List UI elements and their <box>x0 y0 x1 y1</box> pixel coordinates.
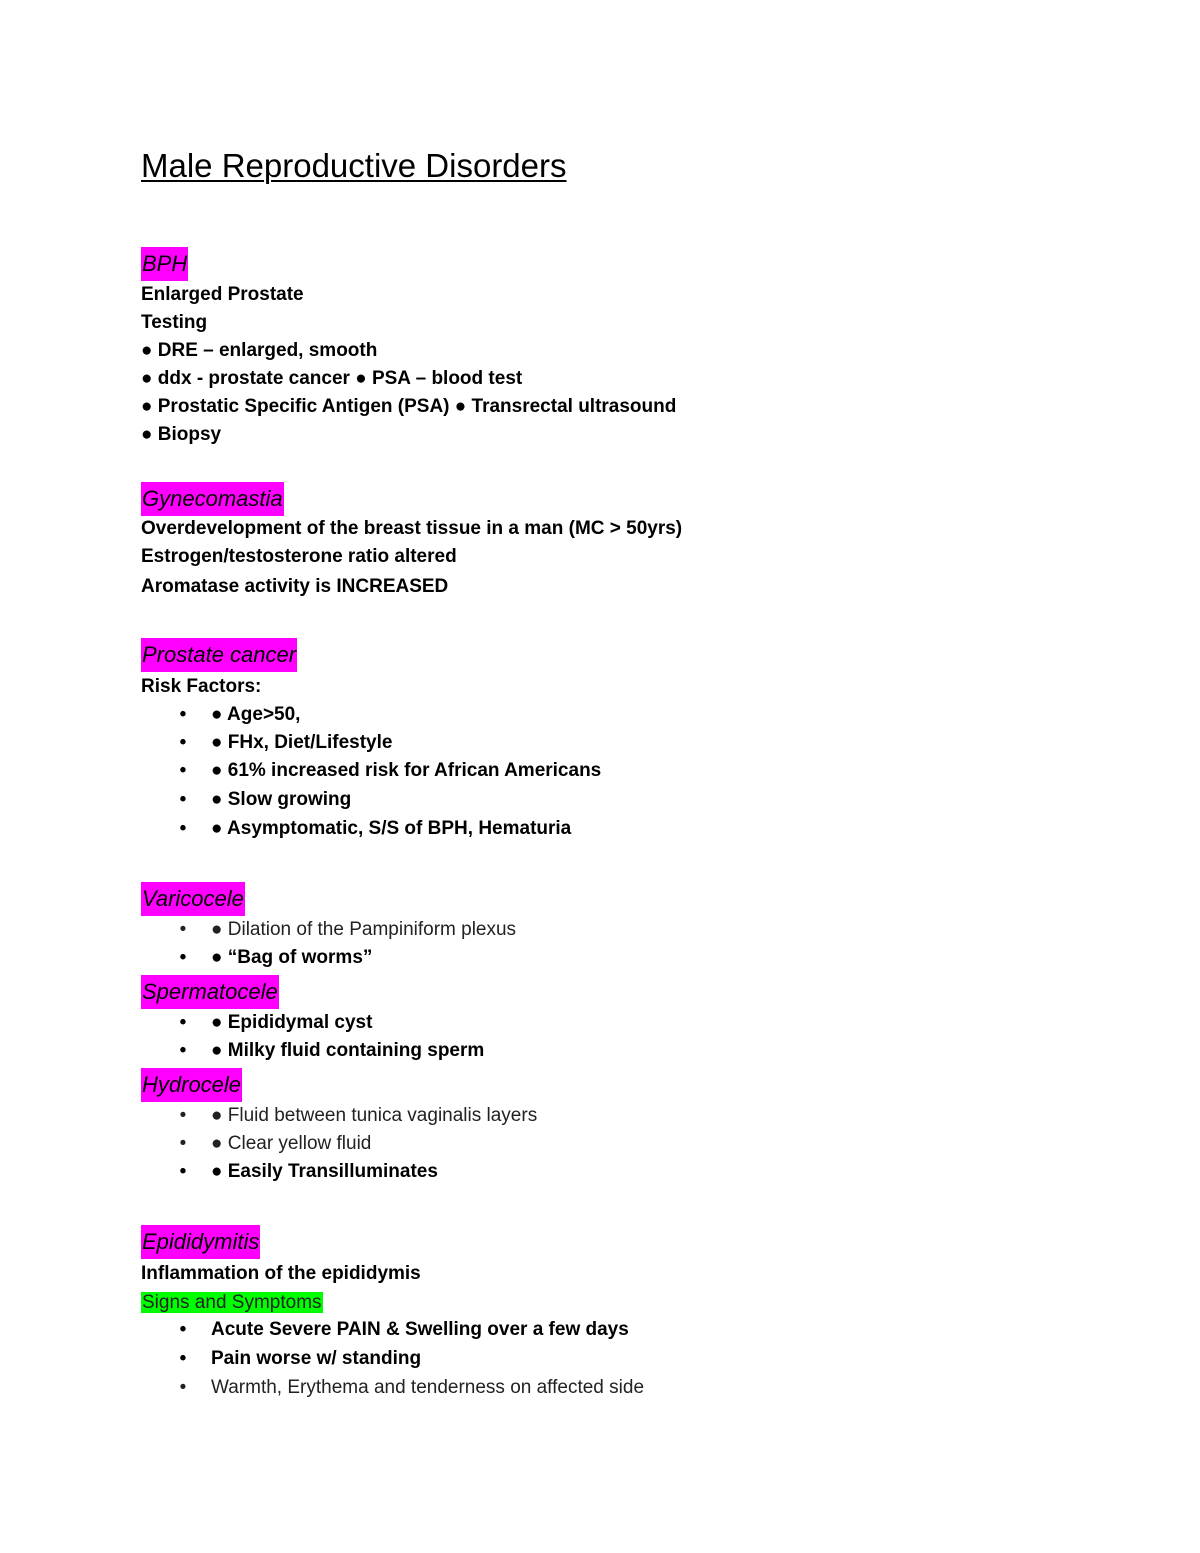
bph-line: Testing <box>141 312 208 333</box>
bph-line: ● Prostatic Specific Antigen (PSA) ● Transrectal ultrasound <box>141 396 677 417</box>
prostate-cancer-intro: Risk Factors: <box>141 676 262 697</box>
bullet-icon: • <box>179 704 187 725</box>
section-heading-varicocele: Varicocele <box>141 882 245 916</box>
section-heading-prostate-cancer: Prostate cancer <box>141 638 297 672</box>
bullet-icon: • <box>179 919 187 940</box>
section-heading-bph: BPH <box>141 247 188 281</box>
bph-line: ● ddx - prostate cancer ● PSA – blood test <box>141 368 523 389</box>
bph-line: ● Biopsy <box>141 424 222 445</box>
page-title: Male Reproductive Disorders <box>141 147 567 184</box>
bullet-icon: • <box>179 1012 187 1033</box>
bullet-icon: • <box>179 1040 187 1061</box>
gynecomastia-line: Overdevelopment of the breast tissue in a man (MC > 50yrs) <box>141 518 683 539</box>
section-heading-epididymitis: Epididymitis <box>141 1225 260 1259</box>
bph-line: Enlarged Prostate <box>141 284 304 305</box>
section-heading-gynecomastia: Gynecomastia <box>141 482 284 516</box>
bullet-icon: • <box>179 760 187 781</box>
bph-line: ● DRE – enlarged, smooth <box>141 340 378 361</box>
bullet-icon: • <box>179 947 187 968</box>
gynecomastia-line: Estrogen/testosterone ratio altered <box>141 546 457 567</box>
section-heading-hydrocele: Hydrocele <box>141 1068 242 1102</box>
bullet-icon: • <box>179 818 187 839</box>
bullet-icon: • <box>179 1105 187 1126</box>
bullet-icon: • <box>179 789 187 810</box>
bullet-icon: • <box>179 1377 187 1398</box>
bullet-icon: • <box>179 732 187 753</box>
epididymitis-subheading <box>141 1289 323 1317</box>
bullet-icon: • <box>179 1161 187 1182</box>
subheading-highlight: Signs and Symptoms <box>142 1292 322 1313</box>
bullet-icon: • <box>179 1319 187 1340</box>
epididymitis-intro: Inflammation of the epididymis <box>141 1263 421 1284</box>
section-heading-spermatocele: Spermatocele <box>141 975 279 1009</box>
bullet-icon: • <box>179 1348 187 1369</box>
gynecomastia-line: Aromatase activity is INCREASED <box>141 576 449 597</box>
bullet-icon: • <box>179 1133 187 1154</box>
